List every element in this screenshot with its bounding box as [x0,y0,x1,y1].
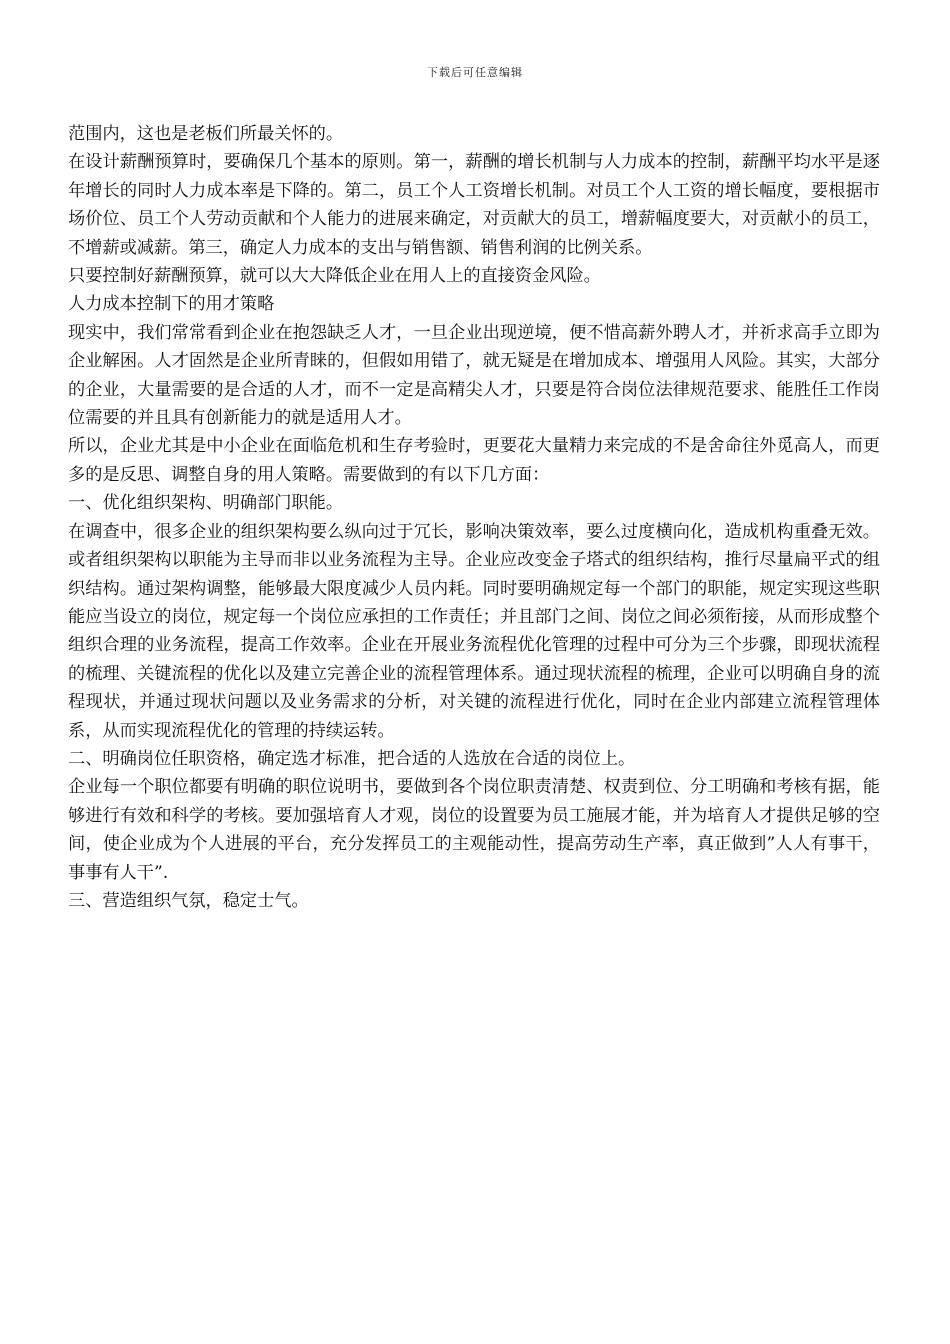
section-heading: 人力成本控制下的用才策略 [68,294,275,315]
paragraph: 现实中，我们常常看到企业在抱怨缺乏人才，一旦企业出现逆境，便不惜高薪外聘人才，并祈求高手立即为企业解困。人才固然是企业所青睐的，但假如用错了，就无疑是在增加成本、增强用人风险。其实，大部分的企业，大量需要的是合适的人才，而不一定是高精尖人才，只要是符合岗位法律规范要求、能胜任工作岗位需要的并且具有创新能力的就是适用人才。 [68,322,880,429]
document-body [68,120,880,915]
section-heading: 一、优化组织架构、明确部门职能。 [68,493,344,514]
paragraph: 在调查中，很多企业的组织架构要么纵向过于冗长，影响决策效率，要么过度横向化，造成机构重叠无效。或者组织架构以职能为主导而非以业务流程为主导。企业应改变金子塔式的组织结构，推行尽量扁平式的组织结构。通过架构调整，能够最大限度减少人员内耗。同时要明确规定每一个部门的职能，规定实现这些职能应当设立的岗位，规定每一个岗位应承担的工作责任；并且部门之间、岗位之间必须衔接，从而形成整个组织合理的业务流程，提高工作效率。企业在开展业务流程优化管理的过程中可分为三个步骤，即现状流程的梳理、关键流程的优化以及建立完善企业的流程管理体系。通过现状流程的梳理，企业可以明确自身的流程现状，并通过现状问题以及业务需求的分析，对关键的流程进行优化，同时在企业内部建立流程管理体系，从而实现流程优化的管理的持续运转。 [68,521,880,741]
page-header: 下载后可任意编辑 [427,66,523,79]
section-heading: 三、营造组织气氛，稳定士气。 [68,890,309,911]
paragraph: 范围内，这也是老板们所最关怀的。 [68,124,344,144]
paragraph: 企业每一个职位都要有明确的职位说明书，要做到各个岗位职责清楚、权责到位、分工明确和考核有据，能够进行有效和科学的考核。要加强培育人才观，岗位的设置要为员工施展才能，并为培育人才提供足够的空间，使企业成为个人进展的平台，充分发挥员工的主观能动性，提高劳动生产率，真正做到”人人有事干，事事有人干”. [68,777,880,883]
paragraph: 只要控制好薪酬预算，就可以大大降低企业在用人上的直接资金风险。 [68,266,601,287]
paragraph: 所以，企业尤其是中小企业在面临危机和生存考验时，更要花大量精力来完成的不是舍命往外觅高人，而更多的是反思、调整自身的用人策略。需要做到的有以下几方面： [68,436,880,485]
paragraph: 在设计薪酬预算时，要确保几个基本的原则。第一，薪酬的增长机制与人力成本的控制，薪酬平均水平是逐年增长的同时人力成本率是下降的。第二，员工个人工资增长机制。对员工个人工资的增长幅度，要根据市场价位、员工个人劳动贡献和个人能力的进展来确定，对贡献大的员工，增薪幅度要大，对贡献小的员工，不增薪或减薪。第三，确定人力成本的支出与销售额、销售利润的比例关系。 [68,152,880,258]
section-heading: 二、明确岗位任职资格，确定选才标准，把合适的人选放在合适的岗位上。 [68,748,636,769]
